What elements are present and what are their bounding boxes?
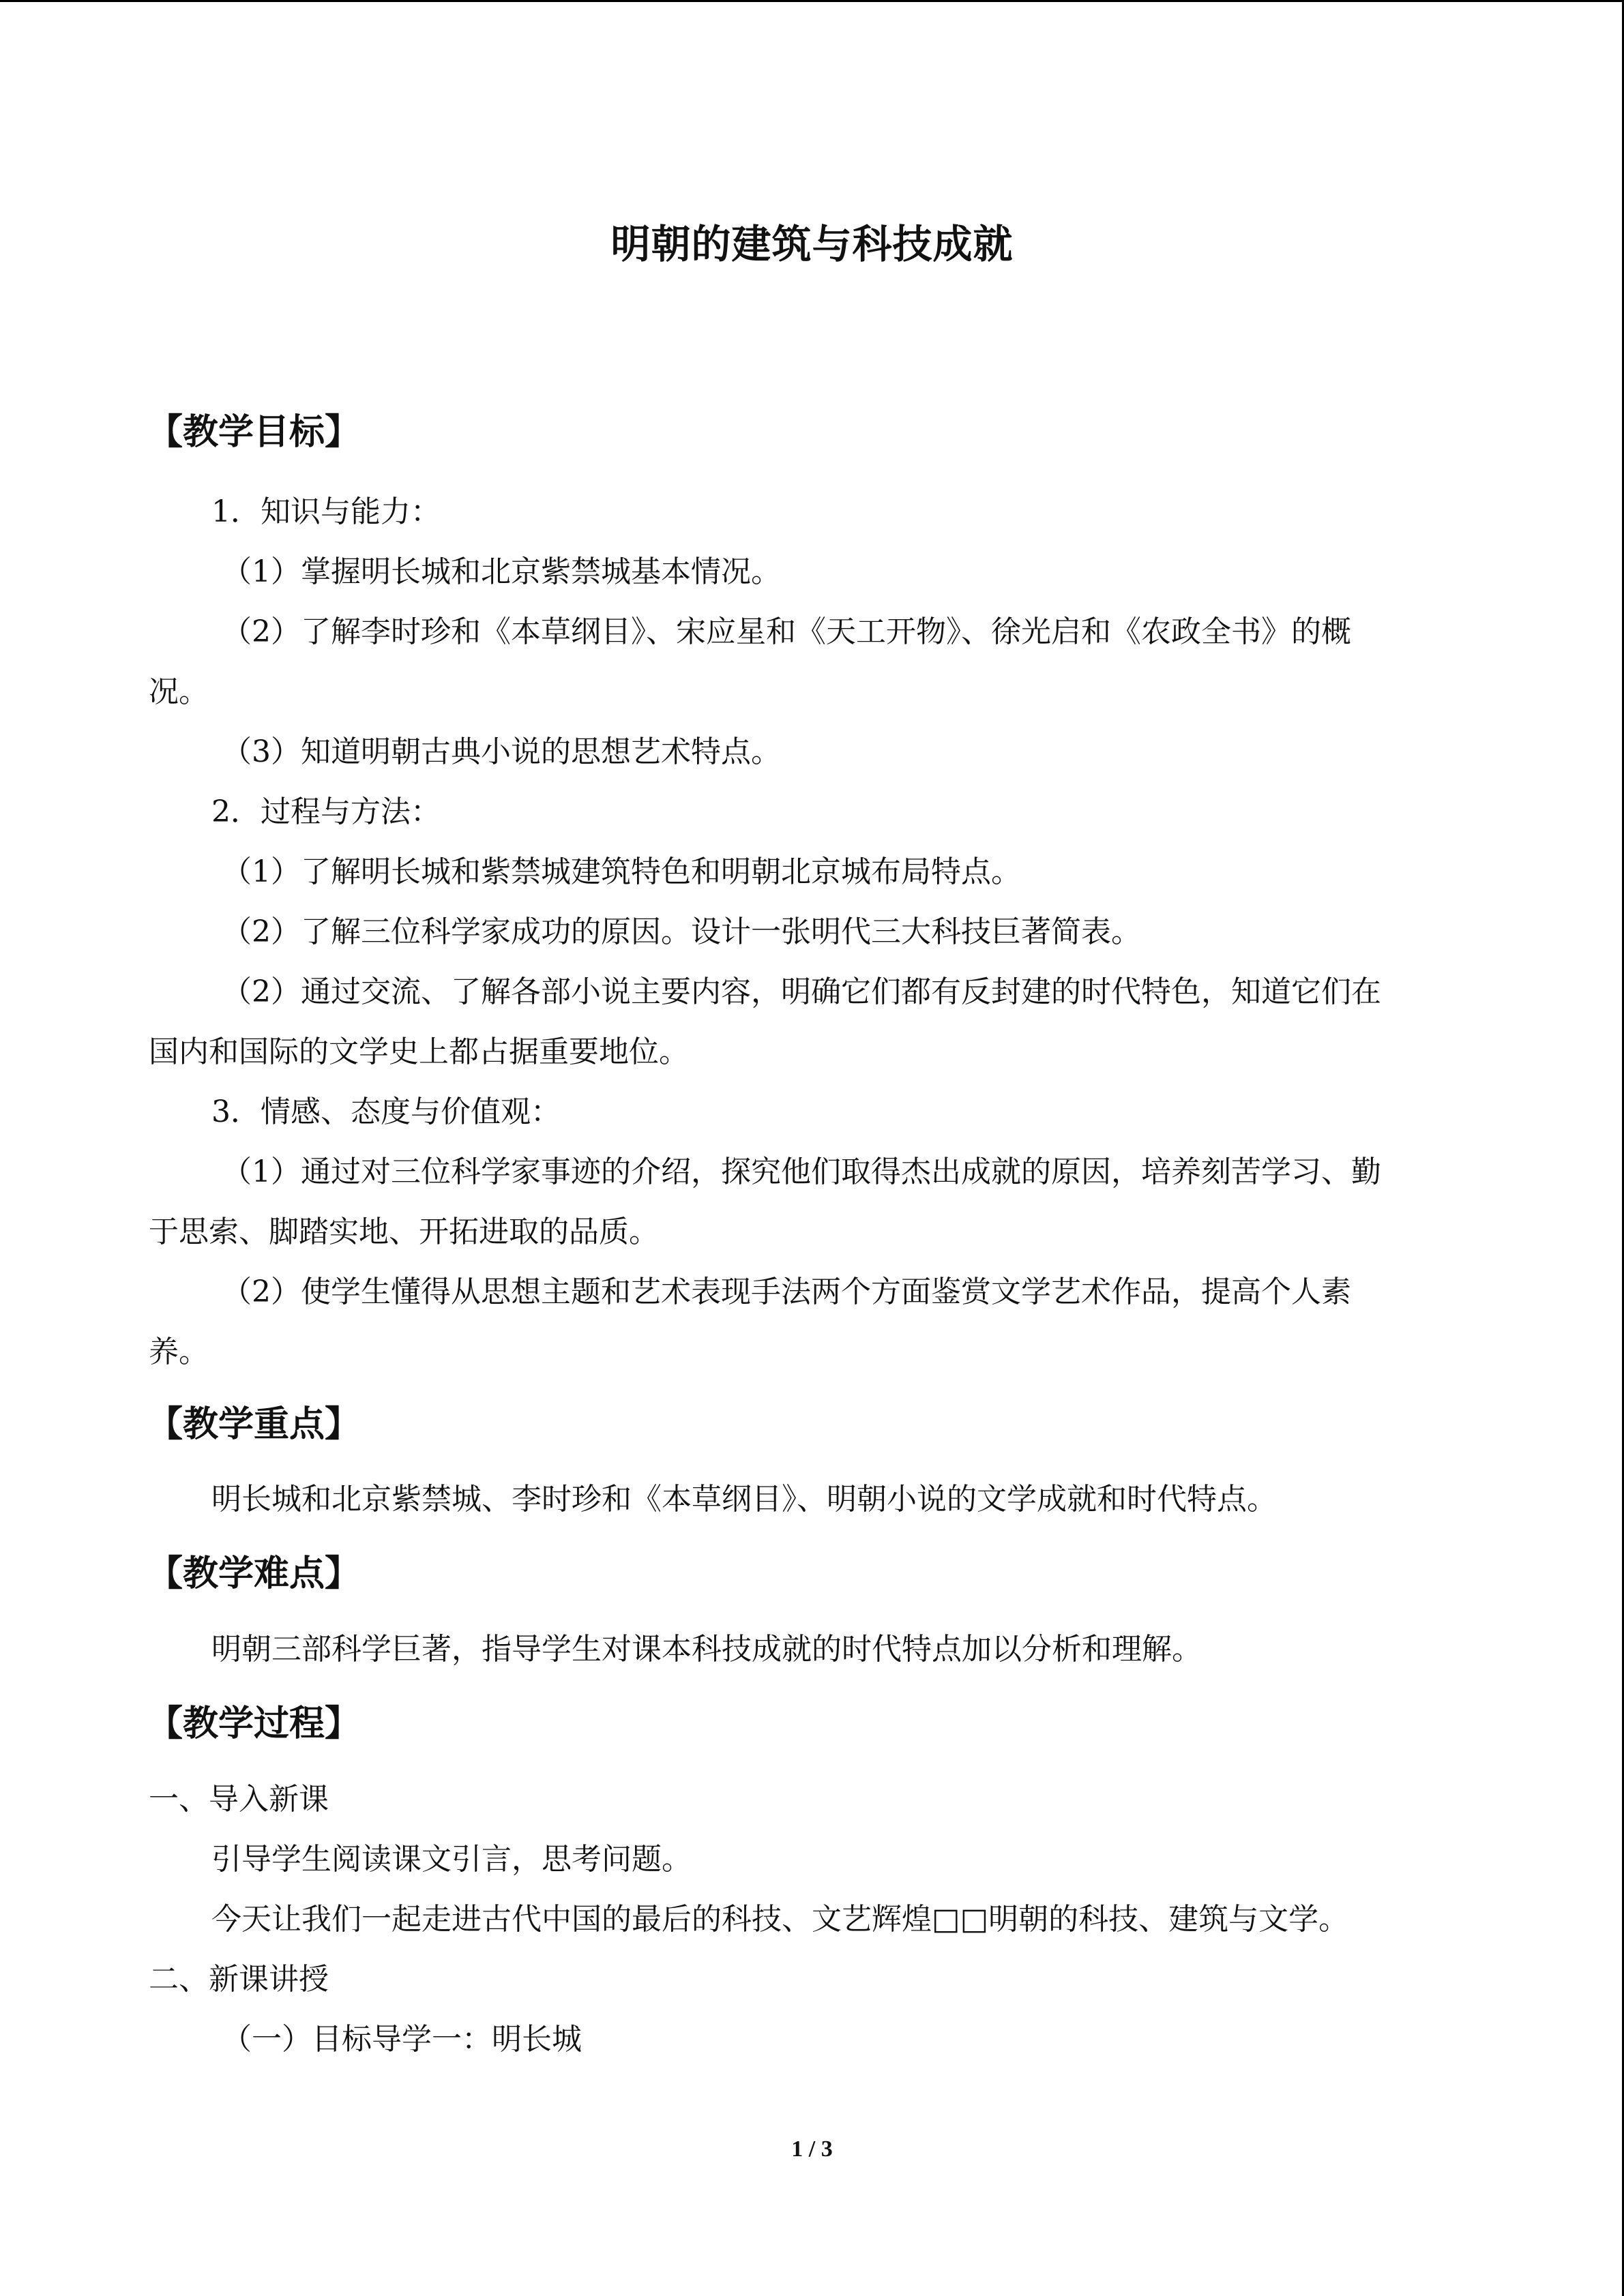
text-line: （2）使学生懂得从思想主题和艺术表现手法两个方面鉴赏文学艺术作品，提高个人素 — [222, 1274, 1351, 1309]
document-title: 明朝的建筑与科技成就 — [610, 221, 1014, 267]
text-line: （1）了解明长城和紫禁城建筑特色和明朝北京城布局特点。 — [222, 854, 1021, 889]
heading-key-points: 【教学重点】 — [147, 1404, 361, 1445]
text-line: 明朝三部科学巨著，指导学生对课本科技成就的时代特点加以分析和理解。 — [211, 1632, 1202, 1667]
heading-difficulties: 【教学难点】 — [147, 1553, 361, 1594]
text-line: 1．知识与能力： — [211, 494, 441, 529]
text-line: （2）通过交流、了解各部小说主要内容，明确它们都有反封建的时代特色，知道它们在 — [222, 974, 1381, 1009]
text-line: （2）了解李时珍和《本草纲目》、宋应星和《天工开物》、徐光启和《农政全书》的概 — [222, 614, 1351, 649]
text-line: 养。 — [149, 1335, 209, 1369]
text-line: 况。 — [149, 674, 209, 709]
text-line: 今天让我们一起走进古代中国的最后的科技、文艺辉煌□□明朝的科技、建筑与文学。 — [211, 1902, 1349, 1937]
text-line: （一）目标导学一：明长城 — [222, 2022, 582, 2057]
text-line: 二、新课讲授 — [149, 1962, 329, 1997]
text-line: 引导学生阅读课文引言，思考问题。 — [211, 1842, 692, 1877]
text-line: 一、导入新课 — [149, 1782, 329, 1817]
text-line: （3）知道明朝古典小说的思想艺术特点。 — [222, 734, 781, 769]
text-line: 明长城和北京紫禁城、李时珍和《本草纲目》、明朝小说的文学成就和时代特点。 — [211, 1482, 1277, 1517]
text-line: 国内和国际的文学史上都占据重要地位。 — [149, 1034, 689, 1069]
text-line: （1）通过对三位科学家事迹的介绍，探究他们取得杰出成就的原因，培养刻苦学习、勤 — [222, 1154, 1381, 1189]
text-line: 3．情感、态度与价值观： — [211, 1094, 561, 1129]
text-line: 2．过程与方法： — [211, 794, 441, 829]
heading-teaching-goals: 【教学目标】 — [147, 412, 361, 453]
heading-teaching-process: 【教学过程】 — [147, 1703, 361, 1744]
text-line: 于思索、脚踏实地、开拓进取的品质。 — [149, 1214, 659, 1249]
text-line: （2）了解三位科学家成功的原因。设计一张明代三大科技巨著简表。 — [222, 914, 1141, 949]
text-line: （1）掌握明长城和北京紫禁城基本情况。 — [222, 554, 781, 589]
page-number: 1 / 3 — [791, 2136, 833, 2162]
